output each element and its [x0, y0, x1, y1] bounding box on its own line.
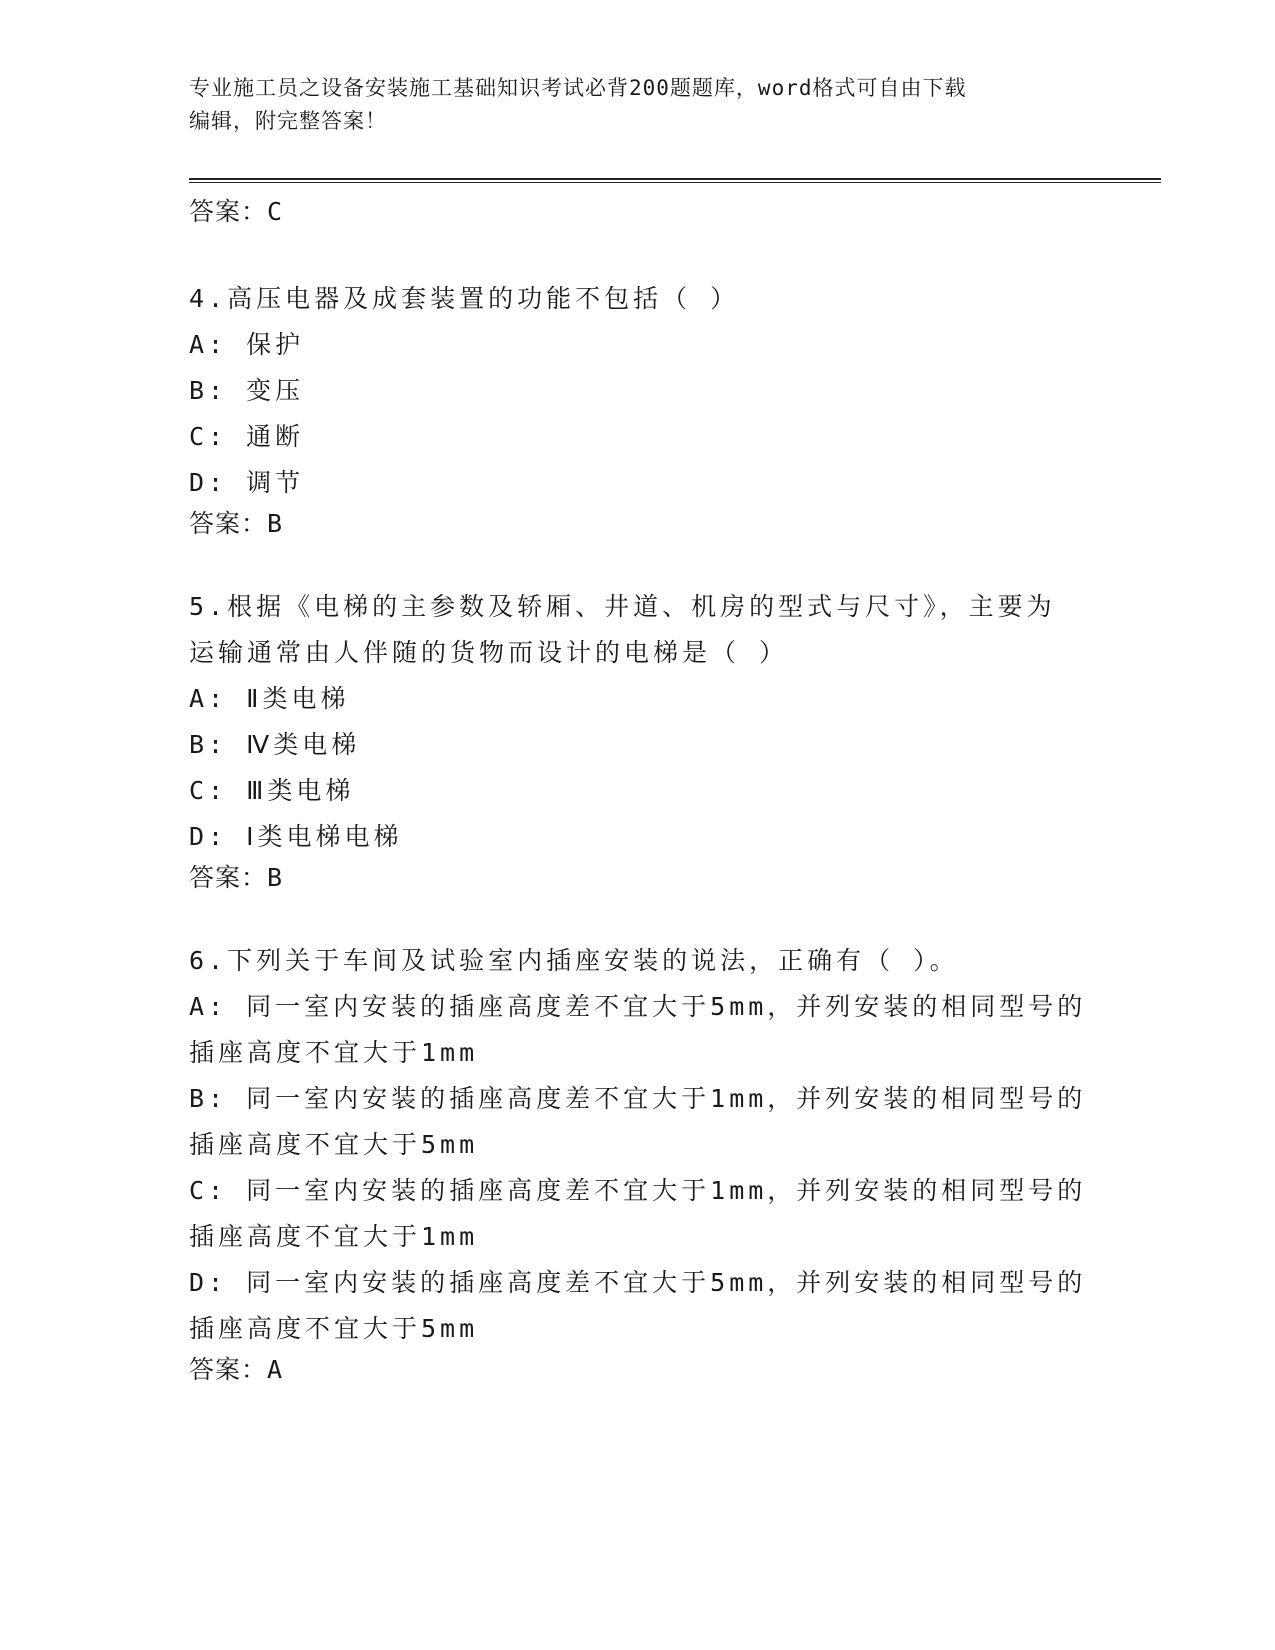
header-divider — [189, 178, 1161, 183]
option-b: B: 变压 — [189, 376, 305, 405]
question-block — [189, 938, 1109, 1388]
option-a-continued: 插座高度不宜大于1mm — [189, 1038, 479, 1067]
option-b: B: 同一室内安装的插座高度差不宜大于1mm，并列安装的相同型号的 — [189, 1084, 1087, 1113]
header-title-line-1: 专业施工员之设备安装施工基础知识考试必背200题题库，word格式可自由下载 — [189, 76, 967, 100]
option-c: C: Ⅲ类电梯 — [189, 776, 355, 805]
document-header — [189, 72, 1089, 138]
option-c: C: 同一室内安装的插座高度差不宜大于1mm，并列安装的相同型号的 — [189, 1176, 1087, 1205]
answer-line: 答案：C — [189, 197, 284, 226]
header-title-line-2: 编辑，附完整答案！ — [189, 109, 387, 133]
question-text: 5.根据《电梯的主参数及轿厢、井道、机房的型式与尺寸》，主要为 — [189, 592, 1056, 621]
question-text: 6.下列关于车间及试验室内插座安装的说法，正确有（ ）。 — [189, 946, 959, 975]
question-block — [189, 584, 1109, 896]
option-a: A: 保护 — [189, 330, 305, 359]
option-b: B: Ⅳ类电梯 — [189, 730, 361, 759]
answer-line: 答案：B — [189, 863, 284, 892]
option-d: D: Ⅰ类电梯电梯 — [189, 822, 403, 851]
question-text: 4.高压电器及成套装置的功能不包括（ ） — [189, 284, 740, 313]
option-b-continued: 插座高度不宜大于5mm — [189, 1130, 479, 1159]
answer-line: 答案：B — [189, 509, 284, 538]
option-d: D: 调节 — [189, 468, 305, 497]
option-c: C: 通断 — [189, 422, 305, 451]
option-a: A: 同一室内安装的插座高度差不宜大于5mm，并列安装的相同型号的 — [189, 992, 1087, 1021]
option-d: D: 同一室内安装的插座高度差不宜大于5mm，并列安装的相同型号的 — [189, 1268, 1087, 1297]
option-d-continued: 插座高度不宜大于5mm — [189, 1314, 479, 1343]
question-text-continued: 运输通常由人伴随的货物而设计的电梯是（ ） — [189, 638, 789, 667]
question-block — [189, 276, 1109, 542]
option-c-continued: 插座高度不宜大于1mm — [189, 1222, 479, 1251]
question-list — [189, 194, 1109, 1388]
option-a: A: Ⅱ类电梯 — [189, 684, 350, 713]
answer-line: 答案：A — [189, 1355, 284, 1384]
